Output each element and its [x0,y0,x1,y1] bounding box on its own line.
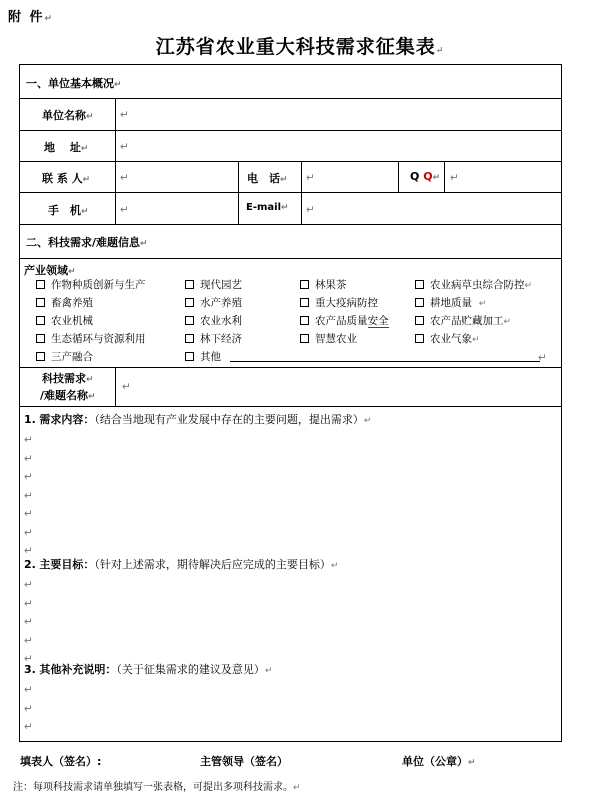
demand-name-field[interactable]: ↵ [122,381,131,393]
option-aquaculture[interactable]: 水产养殖 [185,295,242,310]
contact-field[interactable]: ↵ [120,172,129,184]
mobile-field[interactable]: ↵ [120,204,129,216]
filler-signature: 填表人（签名）: [20,755,102,768]
demand-form [19,64,562,742]
question-2-answer-area[interactable]: ↵ ↵ ↵ ↵ ↵ [24,579,33,665]
option-epidemic-control[interactable]: 重大疫病防控 [300,295,378,310]
phone-field[interactable]: ↵ [306,172,315,184]
option-forest-fruit-tea[interactable]: 林果茶 [300,277,347,292]
question-main-goals: 2. 主要目标：（针对上述需求，期待解决后应完成的主要目标）↵ [24,558,339,571]
footnote: 注：每项科技需求请单独填写一张表格，可提出多项科技需求。↵ [13,782,301,793]
option-machinery[interactable]: 农业机械 [36,313,93,328]
question-other-notes: 3. 其他补充说明：（关于征集需求的建议及意见）↵ [24,663,273,676]
phone-label: 电 话↵ [247,172,288,185]
option-other[interactable]: 其他 [185,349,221,364]
option-soil-quality[interactable]: 耕地质量 ↵ [415,295,486,310]
option-ecological-cycle[interactable]: 生态循环与资源利用 [36,331,146,346]
other-mark: ↵ [538,352,547,364]
address-field[interactable]: ↵ [120,141,129,153]
option-storage-processing[interactable]: 农产品贮藏加工↵ [415,313,511,328]
qq-label: Q Q↵ [410,170,441,183]
option-understory-economy[interactable]: 林下经济 [185,331,242,346]
attachment-label: 附 件↵ [8,10,55,25]
question-demand-content: 1. 需求内容：（结合当地现有产业发展中存在的主要问题，提出需求）↵ [24,413,372,426]
leader-signature: 主管领导（签名） [200,755,288,768]
unit-name-field[interactable]: ↵ [120,109,129,121]
email-field[interactable]: ↵ [306,204,315,216]
contact-label: 联 系 人↵ [42,172,91,185]
unit-name-label: 单位名称↵ [42,109,94,122]
mobile-label: 手 机↵ [48,204,89,217]
option-livestock[interactable]: 畜禽养殖 [36,295,93,310]
address-label: 地 址↵ [44,141,89,154]
option-agri-meteorology[interactable]: 农业气象↵ [415,331,480,346]
section-demand-info: 二、科技需求/难题信息↵ [26,236,148,249]
other-underline[interactable] [230,361,540,362]
option-crop-germplasm[interactable]: 作物种质创新与生产 [36,277,146,292]
demand-name-label: 科技需求↵ /难题名称↵ [40,372,96,402]
form-title: 江苏省农业重大科技需求征集表↵ [155,36,445,58]
option-smart-agriculture[interactable]: 智慧农业 [300,331,357,346]
unit-seal: 单位（公章）↵ [402,755,476,768]
option-water-conservancy[interactable]: 农业水利 [185,313,242,328]
option-tertiary-integration[interactable]: 三产融合 [36,349,93,364]
option-pest-control[interactable]: 农业病草虫综合防控↵ [415,277,532,292]
qq-field[interactable]: ↵ [450,172,459,184]
option-product-quality-safety[interactable]: 农产品质量安全 [300,313,389,328]
option-modern-horticulture[interactable]: 现代园艺 [185,277,242,292]
industry-label: 产业领域↵ [24,264,76,277]
question-1-answer-area[interactable]: ↵ ↵ ↵ ↵ ↵ ↵ ↵ [24,434,33,557]
email-label: E-mail↵ [246,202,289,213]
section-basic-info: 一、单位基本概况↵ [26,77,122,90]
question-3-answer-area[interactable]: ↵ ↵ ↵ [24,684,33,733]
